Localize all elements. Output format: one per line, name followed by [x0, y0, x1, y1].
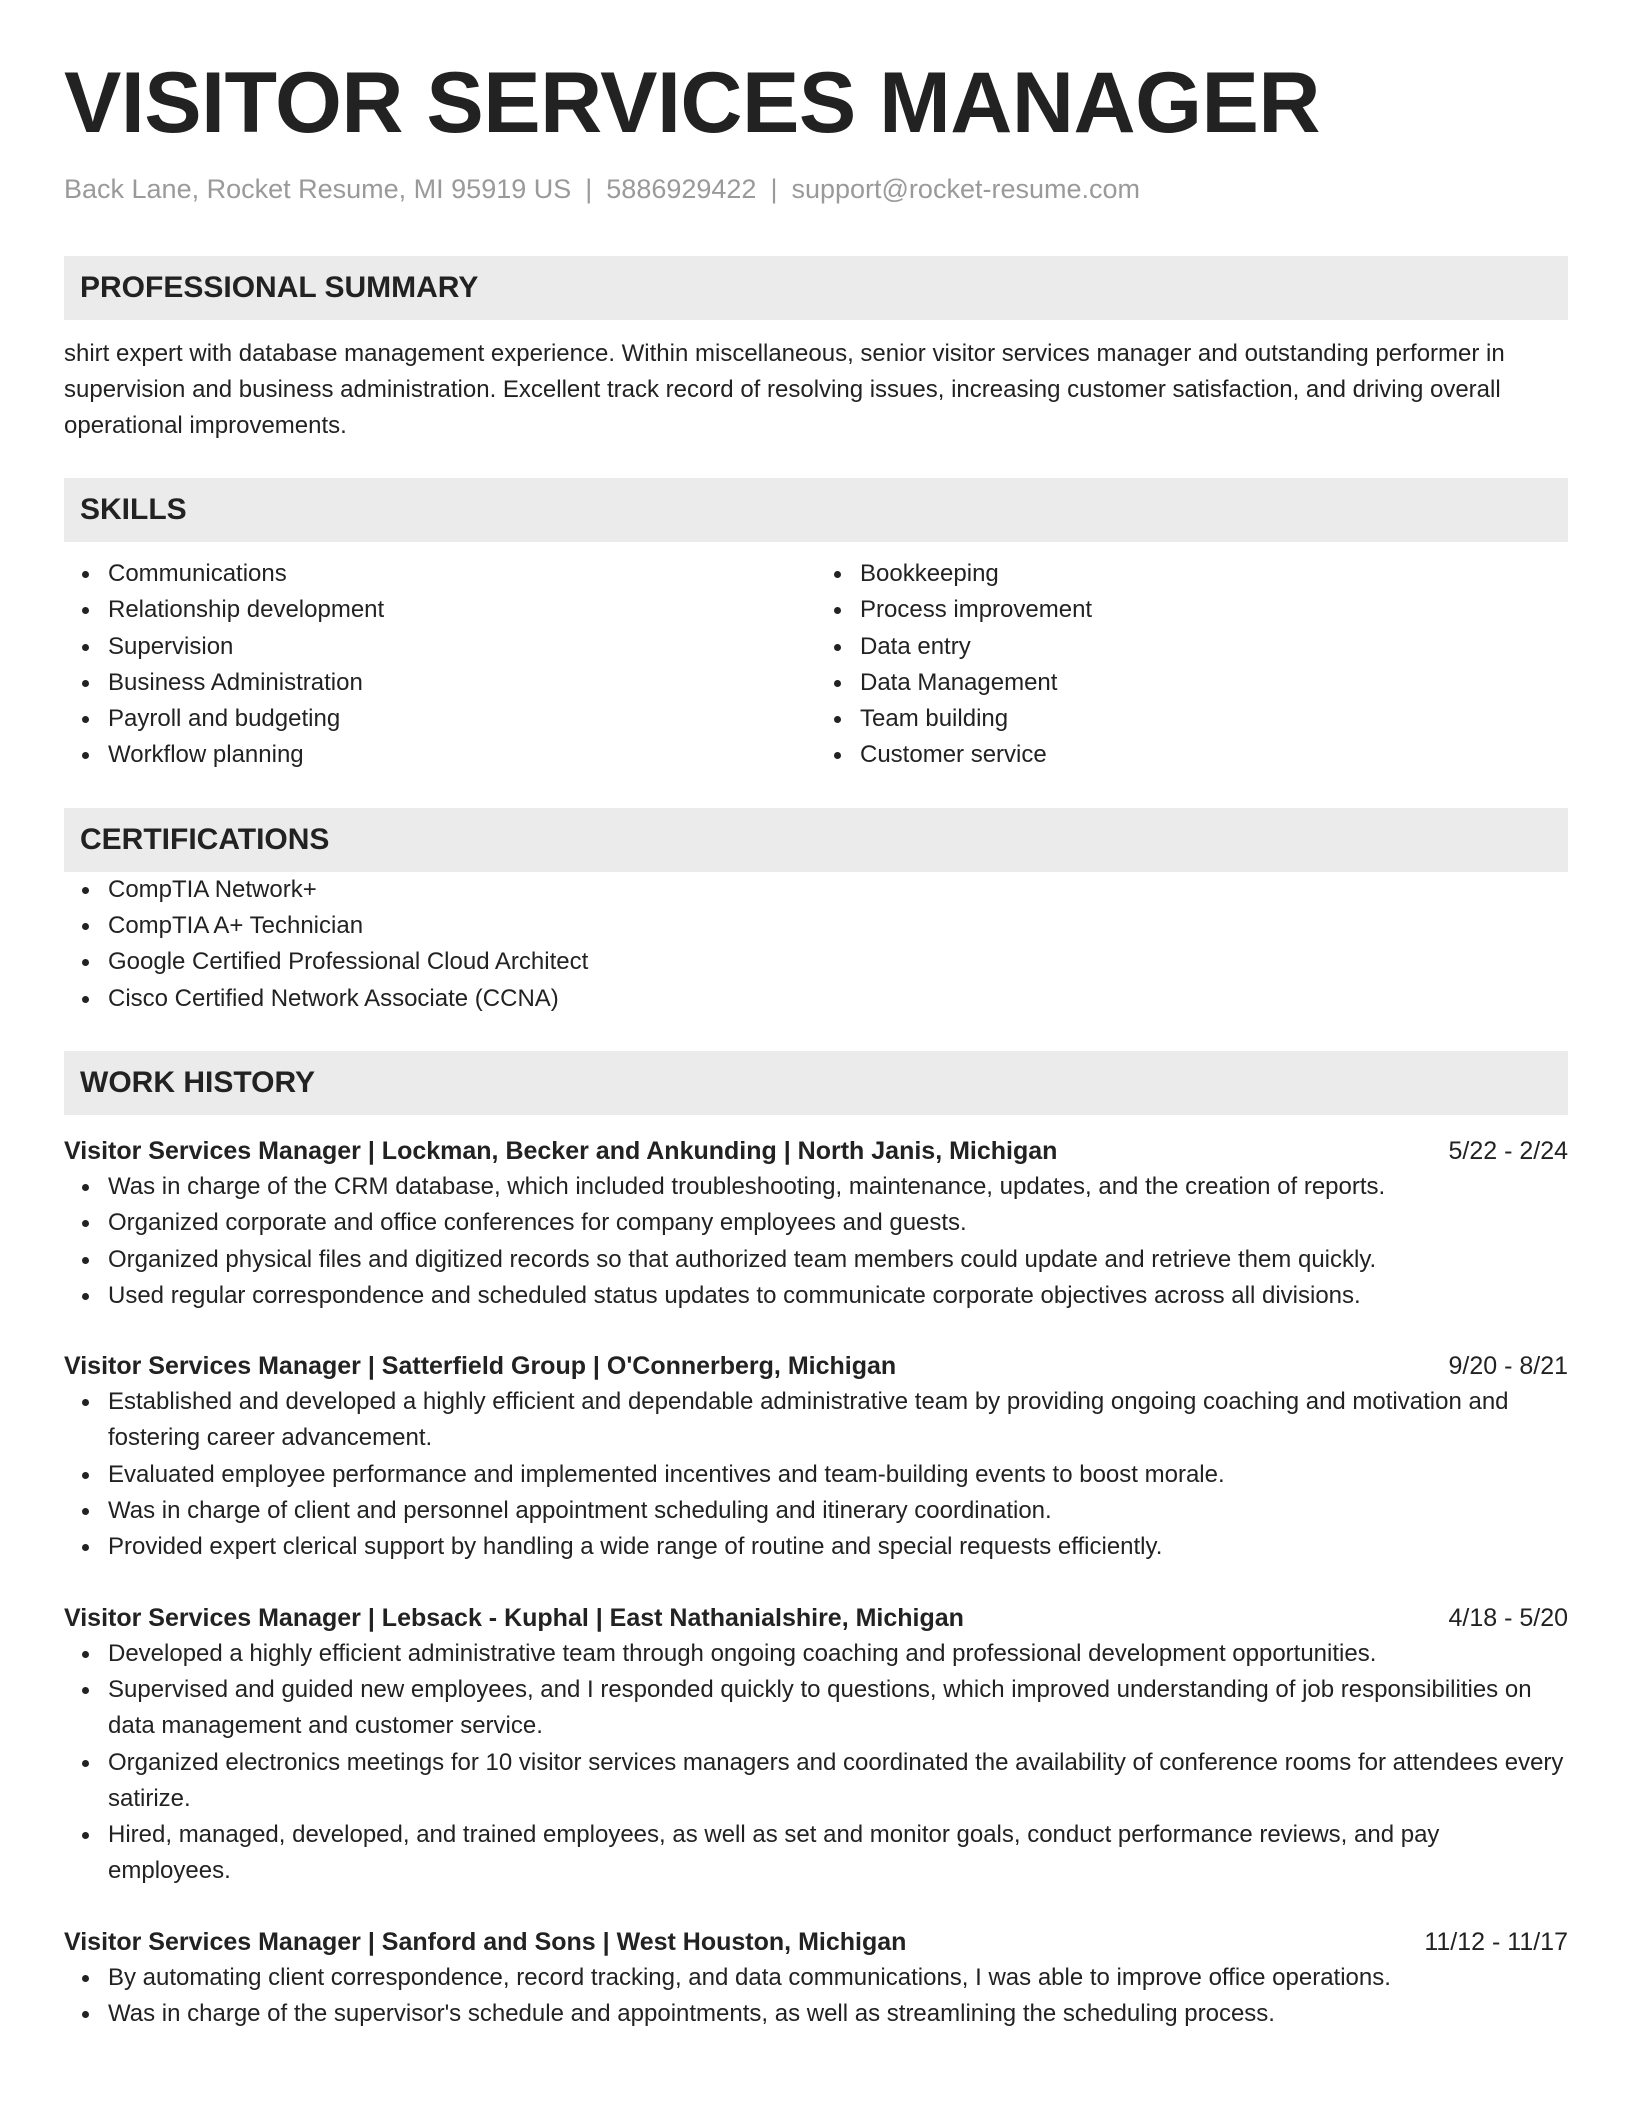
job-bullet-list — [64, 1636, 1568, 1890]
job-title: Visitor Services Manager | Sanford and Sons | West Houston, Michigan — [64, 1927, 907, 1956]
skill-item: Supervision — [108, 629, 816, 665]
skill-item: Customer service — [860, 737, 1568, 773]
job-bullet: Was in charge of the CRM database, which included troubleshooting, maintenance, updates, and the creation of reports. — [108, 1169, 1568, 1205]
certification-item: CompTIA Network+ — [108, 872, 1568, 908]
job-bullet: Was in charge of the supervisor's schedule and appointments, as well as streamlining the scheduling process. — [108, 1996, 1568, 2032]
job-bullet: Used regular correspondence and scheduled status updates to communicate corporate objectives across all divisions. — [108, 1278, 1568, 1314]
section-heading-skills: SKILLS — [64, 478, 1568, 542]
skill-item: Workflow planning — [108, 737, 816, 773]
skills-list-left — [64, 556, 816, 774]
skill-item: Team building — [860, 701, 1568, 737]
job-entry — [64, 1924, 1568, 2033]
contact-address: Back Lane, Rocket Resume, MI 95919 US — [64, 174, 572, 204]
candidate-title: VISITOR SERVICES MANAGER — [64, 55, 1320, 151]
job-bullet: Was in charge of client and personnel appointment scheduling and itinerary coordination. — [108, 1493, 1568, 1529]
skill-item: Business Administration — [108, 665, 816, 701]
summary-paragraph: shirt expert with database management experience. Within miscellaneous, senior visitor services manager and outstanding performer in supervision and business administration. Excellent track record of resolving issues, increasing customer satisfaction, and driving overall operational improvements. — [64, 340, 1505, 439]
job-entry — [64, 1348, 1568, 1565]
skills-column-left — [64, 556, 816, 774]
job-bullet-list — [64, 1384, 1568, 1565]
job-title: Visitor Services Manager | Lockman, Becker and Ankunding | North Janis, Michigan — [64, 1136, 1058, 1165]
job-bullet: Organized physical files and digitized records so that authorized team members could update and retrieve them quickly. — [108, 1242, 1568, 1278]
certification-item: CompTIA A+ Technician — [108, 908, 1568, 944]
section-heading-summary: PROFESSIONAL SUMMARY — [64, 256, 1568, 320]
job-entry — [64, 1600, 1568, 1890]
contact-separator: | — [585, 174, 593, 204]
job-bullet: Hired, managed, developed, and trained employees, as well as set and monitor goals, conduct performance reviews, and pay employees. — [108, 1817, 1568, 1890]
skills-column-right — [816, 556, 1568, 774]
job-header — [64, 1600, 1568, 1636]
skills-list-right — [816, 556, 1568, 774]
job-dates: 11/12 - 11/17 — [1424, 1927, 1568, 1956]
skill-item: Bookkeeping — [860, 556, 1568, 592]
contact-email: support@rocket-resume.com — [791, 174, 1140, 204]
skill-item: Data Management — [860, 665, 1568, 701]
job-bullet: Organized corporate and office conferences for company employees and guests. — [108, 1205, 1568, 1241]
job-dates: 4/18 - 5/20 — [1448, 1603, 1568, 1632]
job-header — [64, 1348, 1568, 1384]
certification-item: Google Certified Professional Cloud Architect — [108, 944, 1568, 980]
job-bullet: Provided expert clerical support by handling a wide range of routine and special requests efficiently. — [108, 1529, 1568, 1565]
section-heading-work-history: WORK HISTORY — [64, 1051, 1568, 1115]
certifications-list — [64, 872, 1568, 1017]
job-bullet: By automating client correspondence, record tracking, and data communications, I was able to improve office operations. — [108, 1960, 1568, 1996]
job-bullet-list — [64, 1960, 1568, 2033]
job-title: Visitor Services Manager | Satterfield Group | O'Connerberg, Michigan — [64, 1352, 897, 1381]
job-bullet: Supervised and guided new employees, and I responded quickly to questions, which improved understanding of job responsibilities on data management and customer service. — [108, 1672, 1568, 1745]
job-bullet: Developed a highly efficient administrative team through ongoing coaching and professional development opportunities. — [108, 1636, 1568, 1672]
contact-phone: 5886929422 — [606, 174, 757, 204]
job-bullet-list — [64, 1169, 1568, 1314]
job-header — [64, 1924, 1568, 1960]
job-dates: 9/20 - 8/21 — [1448, 1352, 1568, 1381]
job-entry — [64, 1133, 1568, 1314]
skill-item: Relationship development — [108, 592, 816, 628]
skill-item: Communications — [108, 556, 816, 592]
job-dates: 5/22 - 2/24 — [1448, 1136, 1568, 1165]
job-bullet: Organized electronics meetings for 10 visitor services managers and coordinated the availability of conference rooms for attendees every satirize. — [108, 1745, 1568, 1818]
skill-item: Payroll and budgeting — [108, 701, 816, 737]
certification-item: Cisco Certified Network Associate (CCNA) — [108, 981, 1568, 1017]
contact-line — [64, 172, 1568, 206]
skills-columns — [64, 556, 1568, 774]
skill-item: Process improvement — [860, 592, 1568, 628]
job-title: Visitor Services Manager | Lebsack - Kuphal | East Nathanialshire, Michigan — [64, 1603, 964, 1632]
contact-separator: | — [770, 174, 778, 204]
skill-item: Data entry — [860, 629, 1568, 665]
section-heading-certifications: CERTIFICATIONS — [64, 808, 1568, 872]
job-header — [64, 1133, 1568, 1169]
job-bullet: Evaluated employee performance and implemented incentives and team-building events to boost morale. — [108, 1457, 1568, 1493]
job-bullet: Established and developed a highly efficient and dependable administrative team by providing ongoing coaching and motivation and fostering career advancement. — [108, 1384, 1568, 1457]
